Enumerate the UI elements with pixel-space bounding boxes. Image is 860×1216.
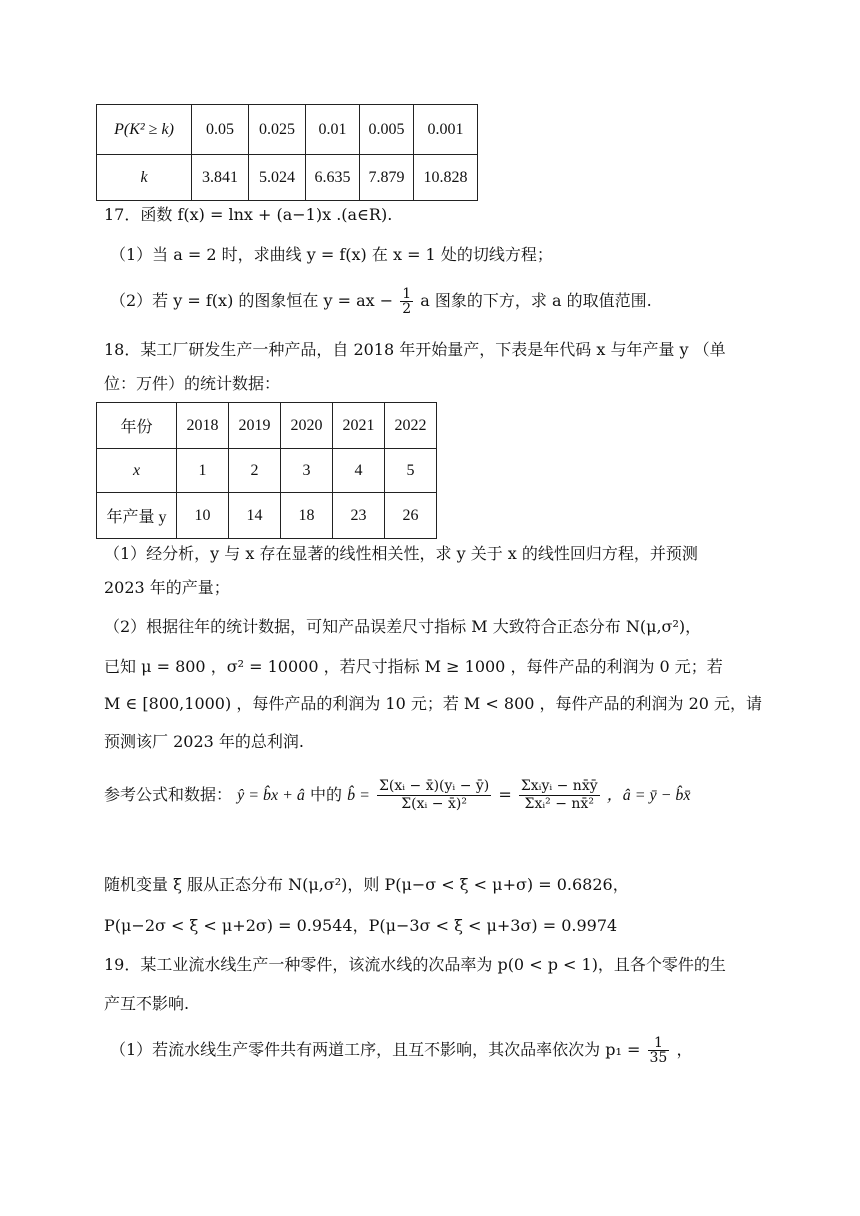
q18-part2-cont: 已知 μ = 800 ，σ² = 10000 ，若尺寸指标 M ≥ 1000 ，每件产品的利润为 0 元；若 [104, 657, 723, 676]
fraction [519, 778, 600, 813]
table-cell: 0.025 [249, 105, 306, 155]
a-hat-formula: ，â = ȳ − b̂x̄ [606, 786, 691, 804]
table-cell: P(K² ≥ k) [97, 105, 192, 155]
q19-title: 19．某工业流水线生产一种零件，该流水线的次品率为 p(0 < p < 1)，且各个零件的生 [104, 955, 726, 974]
fraction-numerator: Σ(xᵢ − x̄)(yᵢ − ȳ) [379, 778, 490, 794]
q17-part1: （1）当 a = 2 时，求曲线 y = f(x) 在 x = 1 处的切线方程； [110, 245, 553, 264]
fraction [400, 287, 413, 316]
q19-part1-text: （1）若流水线生产零件共有两道工序，且互不影响，其次品率依次为 p₁ = [110, 1040, 641, 1059]
table-cell: 0.005 [360, 105, 414, 155]
normal-dist-line1: 随机变量 ξ 服从正态分布 N(μ,σ²)，则 P(μ−σ < ξ < μ+σ) = 0.6826， [104, 875, 629, 894]
fraction [648, 1036, 670, 1065]
table-cell: 10 [177, 493, 229, 539]
q18-title-cont: 位：万件）的统计数据： [104, 374, 281, 393]
equals: = [498, 784, 512, 804]
table-cell: 2022 [385, 403, 437, 449]
critical-value-table [96, 104, 478, 201]
table-cell: 7.879 [360, 155, 414, 201]
table-cell: 2019 [229, 403, 281, 449]
table-cell: 3.841 [192, 155, 249, 201]
fraction [377, 778, 491, 813]
table-cell: 3 [281, 449, 333, 493]
table-cell: 0.001 [414, 105, 478, 155]
q17-part2-text-end: a 图象的下方，求 a 的取值范围. [420, 291, 652, 310]
table-cell: 2021 [333, 403, 385, 449]
production-table [96, 402, 437, 539]
table-cell: 0.01 [306, 105, 360, 155]
table-cell: 1 [177, 449, 229, 493]
q18-part2-cont2: M ∈ [800,1000) ，每件产品的利润为 10 元；若 M < 800 ，每件产品的利润为 20 元，请 [104, 694, 763, 713]
table-cell: k [97, 155, 192, 201]
fraction-denominator: Σxᵢ² − nx̄² [524, 795, 594, 812]
q17-part2-text: （2）若 y = f(x) 的图象恒在 y = ax − [110, 291, 394, 310]
table-cell: 2 [229, 449, 281, 493]
fraction-numerator: 1 [402, 286, 412, 302]
q19-title-cont: 产互不影响. [104, 994, 190, 1013]
table-cell: 26 [385, 493, 437, 539]
q18-part1: （1）经分析，y 与 x 存在显著的线性相关性，求 y 关于 x 的线性回归方程，并预测 [104, 544, 698, 563]
table-cell: 2020 [281, 403, 333, 449]
b-hat-label: b̂ = [347, 786, 370, 804]
table-cell: 年产量 y [97, 493, 177, 539]
q19-part1-end: ， [676, 1040, 693, 1059]
table-cell: x [97, 449, 177, 493]
table-cell: 0.05 [192, 105, 249, 155]
table-cell: 10.828 [414, 155, 478, 201]
reference-formula [104, 778, 691, 813]
fraction-numerator: Σxᵢyᵢ − nx̄ȳ [520, 778, 598, 794]
table-cell: 2018 [177, 403, 229, 449]
normal-dist-line2: P(μ−2σ < ξ < μ+2σ) = 0.9544，P(μ−3σ < ξ < μ+3σ) = 0.9974 [104, 916, 618, 935]
fraction-denominator: 2 [402, 301, 412, 317]
q18-part1-cont: 2023 年的产量； [104, 578, 230, 597]
table-cell: 5 [385, 449, 437, 493]
table-cell: 23 [333, 493, 385, 539]
table-cell: 4 [333, 449, 385, 493]
table-cell: 14 [229, 493, 281, 539]
fraction-numerator: 1 [648, 1036, 670, 1051]
q17-part2 [110, 287, 652, 316]
fraction-denominator: Σ(xᵢ − x̄)² [401, 795, 467, 812]
q19-part1 [110, 1036, 692, 1065]
table-cell: 18 [281, 493, 333, 539]
q18-title: 18．某工厂研发生产一种产品，自 2018 年开始量产，下表是年代码 x 与年产量 y （单 [104, 340, 726, 359]
q17-title: 17．函数 f(x) = lnx + (a−1)x .(a∈R). [104, 205, 393, 224]
regression-equation: ŷ = b̂x + â [237, 786, 305, 804]
table-cell: 6.635 [306, 155, 360, 201]
table-cell: 年份 [97, 403, 177, 449]
table-cell: 5.024 [249, 155, 306, 201]
q18-part2: （2）根据往年的统计数据，可知产品误差尺寸指标 M 大致符合正态分布 N(μ,σ²)， [104, 617, 702, 636]
q18-part2-cont3: 预测该厂 2023 年的总利润. [104, 732, 304, 751]
fraction-denominator: 35 [649, 1050, 668, 1066]
reference-label: 参考公式和数据： [104, 784, 233, 804]
reference-mid: 中的 [310, 784, 343, 804]
